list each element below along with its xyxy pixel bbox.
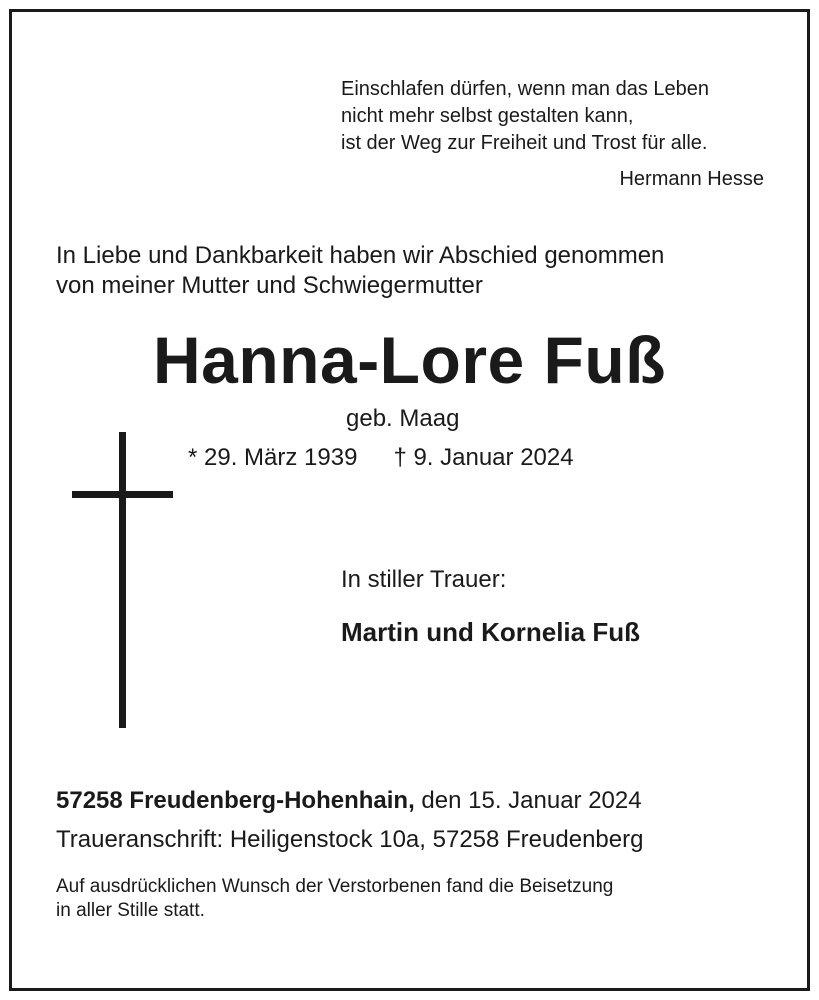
- quote-line: ist der Weg zur Freiheit und Trost für alle.: [341, 132, 708, 154]
- mourning-label: In stiller Trauer:: [341, 566, 507, 593]
- mourners-names: Martin und Kornelia Fuß: [341, 617, 640, 647]
- place: 57258 Freudenberg-Hohenhain,: [56, 787, 415, 814]
- birth-date: * 29. März 1939: [188, 444, 358, 471]
- hesse-quote: [341, 76, 709, 157]
- date: den 15. Januar 2024: [414, 787, 642, 814]
- intro-text: [56, 241, 664, 301]
- quote-line: Einschlafen dürfen, wenn man das Leben: [341, 78, 710, 100]
- intro-line: von meiner Mutter und Schwiegermutter: [56, 272, 483, 299]
- place-date-line: [56, 787, 642, 815]
- life-dates: [188, 444, 574, 472]
- cross-icon: [119, 432, 126, 728]
- maiden-name: geb. Maag: [346, 405, 460, 432]
- note-line: in aller Stille statt.: [56, 900, 205, 921]
- intro-line: In Liebe und Dankbarkeit haben wir Abschied genommen: [56, 242, 665, 269]
- mourning-address: Traueranschrift: Heiligenstock 10a, 57258 Freudenberg: [56, 826, 644, 853]
- burial-note: [56, 875, 613, 923]
- quote-line: nicht mehr selbst gestalten kann,: [341, 105, 634, 127]
- note-line: Auf ausdrücklichen Wunsch der Verstorbenen fand die Beisetzung: [56, 876, 614, 897]
- quote-author: Hermann Hesse: [619, 168, 764, 190]
- death-date: † 9. Januar 2024: [393, 444, 574, 471]
- cross-icon-bar: [72, 491, 173, 498]
- deceased-name: Hanna-Lore Fuß: [153, 323, 666, 397]
